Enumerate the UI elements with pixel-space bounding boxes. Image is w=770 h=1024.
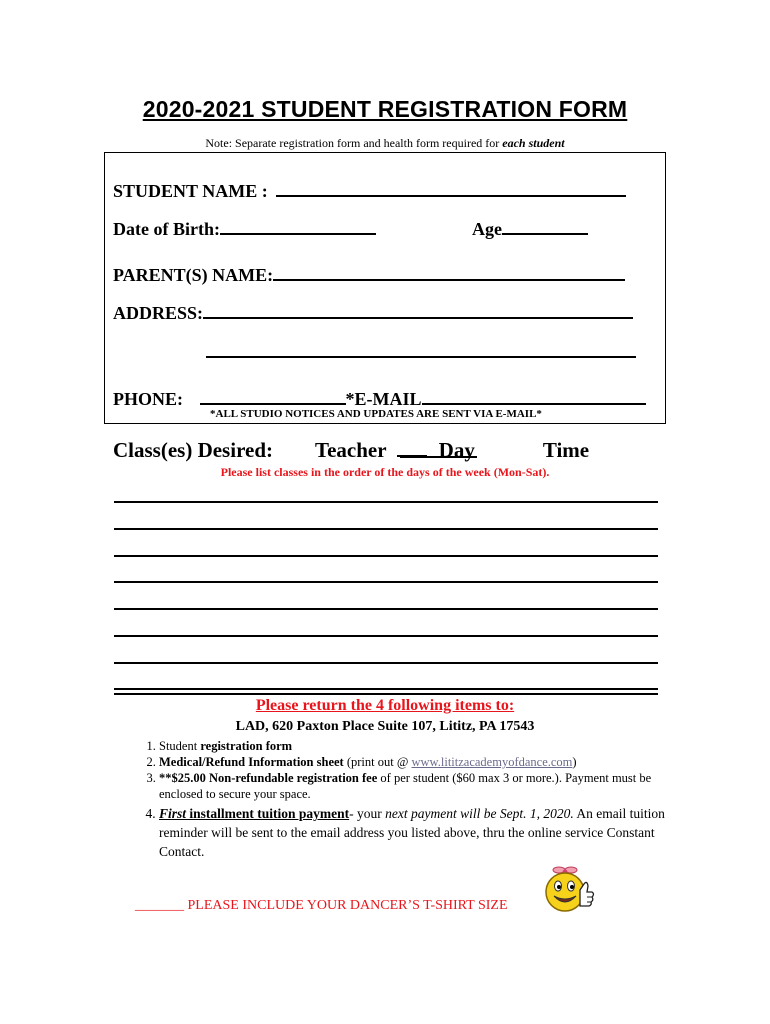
item4-mid: - your [349,806,386,821]
parent-row [113,263,625,286]
academy-website-link[interactable]: www.lititzacademyofdance.com [411,755,573,769]
student-name-label: STUDENT NAME : [113,181,268,201]
parent-label: PARENT(S) NAME: [113,265,274,285]
return-item-4 [159,804,669,861]
tshirt-size-blank[interactable]: _______ [135,898,184,913]
day-underline [400,456,477,458]
student-name-field[interactable] [276,179,626,197]
dob-label: Date of Birth: [113,219,220,239]
time-label: Time [542,438,590,462]
return-item-1 [159,738,669,754]
item3-bold: **$25.00 Non-refundable registration fee [159,771,378,785]
class-line-3[interactable] [114,555,658,557]
age-row [472,217,588,240]
note-text: Note: Separate registration form and health form required for [205,136,503,150]
age-label: Age [472,219,502,239]
class-line-5[interactable] [114,608,658,610]
item4-italic: next payment will be Sept. 1, 2020. [385,806,574,821]
note-emphasis: each student [502,136,565,150]
item1-bold: registration form [200,739,293,753]
double-rule [114,693,658,695]
email-notice: *ALL STUDIO NOTICES AND UPDATES ARE SENT VIA E-MAIL* [210,408,542,420]
class-line-1[interactable] [114,501,658,503]
address-field-line2[interactable] [206,356,636,358]
student-name-row [113,179,626,202]
classes-label: Class(es) Desired: [113,438,274,462]
address-label: ADDRESS: [113,303,204,323]
form-title: 2020-2021 STUDENT REGISTRATION FORM [142,96,628,122]
dob-row [113,217,376,240]
item4-text: An email tuition reminder will be sent to the email address you listed above, thru the online service Constant Contact. [159,806,665,859]
day-spacer [475,443,543,457]
item2-bold: Medical/Refund Information sheet [159,755,344,769]
tshirt-size-text: PLEASE INCLUDE YOUR DANCER’S T-SHIRT SIZE [184,898,508,913]
classes-instruction: Please list classes in the order of the days of the week (Mon-Sat). [220,465,550,479]
item1-text: Student [159,739,201,753]
tshirt-size-row [135,898,508,914]
parent-field[interactable] [273,263,625,281]
address-row [113,301,633,324]
item4-first: First [159,806,187,821]
teacher-underline [397,441,427,457]
return-items-list [132,738,669,861]
class-line-8[interactable] [114,688,658,690]
phone-email-row [113,387,646,410]
return-address: LAD, 620 Paxton Place Suite 107, Lititz, PA 17543 [235,719,535,734]
dob-field[interactable] [220,217,376,235]
item3-text: of per student ($60 max 3 or more.). Payment must be enclosed to secure your space. [159,771,652,801]
item2-suffix: ) [572,755,577,769]
phone-label: PHONE: [113,389,183,409]
email-label: *E-MAIL [345,389,422,409]
class-line-6[interactable] [114,635,658,637]
smiley-thumbs-up-icon [540,862,596,918]
day-label: Day [438,438,475,462]
email-field[interactable] [422,387,646,405]
return-title: Please return the 4 following items to: [255,697,515,714]
class-line-2[interactable] [114,528,658,530]
item2-text: (print out @ [343,755,412,769]
age-field[interactable] [502,217,588,235]
item4-bold: installment tuition payment [186,806,350,821]
teacher-label: Teacher [315,438,387,462]
return-item-2 [159,754,669,770]
form-note [0,136,770,151]
return-item-3 [159,770,669,802]
class-line-7[interactable] [114,662,658,664]
phone-field[interactable] [200,387,346,405]
address-field-line1[interactable] [203,301,633,319]
classes-header [315,438,589,463]
class-line-4[interactable] [114,581,658,583]
